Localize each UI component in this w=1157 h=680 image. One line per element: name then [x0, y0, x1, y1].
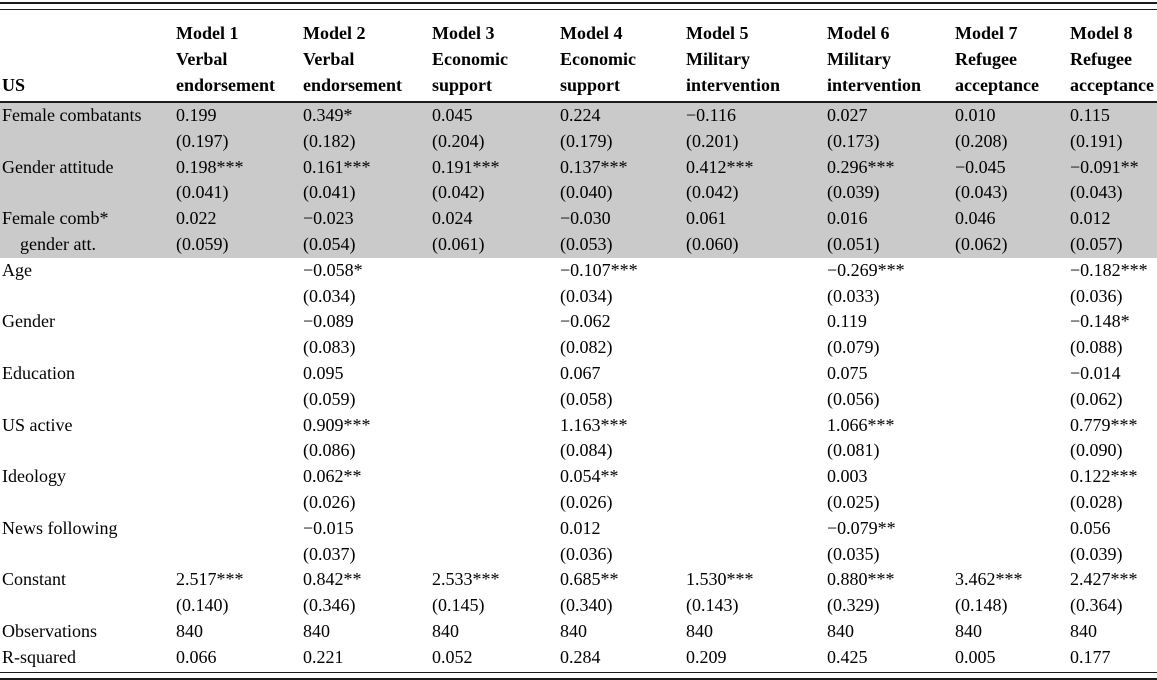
se-cell: (0.043) — [955, 180, 1070, 206]
se-cell: (0.081) — [827, 440, 880, 461]
coef-cell: 0.062** — [303, 466, 362, 487]
se-cell: (0.191) — [1070, 129, 1157, 155]
se-cell — [176, 284, 303, 310]
coef-cell: 0.349* — [303, 102, 432, 129]
coef-cell: −0.107*** — [560, 259, 638, 280]
table-row — [0, 619, 1157, 645]
coef-cell — [686, 309, 827, 335]
row-sublabel — [0, 387, 176, 413]
outcome-line1: Verbal — [176, 49, 228, 69]
table-row-se — [0, 232, 1157, 258]
se-cell: (0.051) — [827, 232, 955, 258]
table-row-se — [0, 542, 1157, 568]
se-cell: (0.083) — [303, 337, 356, 358]
se-cell — [432, 284, 560, 310]
coef-cell: −0.091** — [1070, 155, 1157, 181]
coef-cell: 0.880*** — [827, 569, 895, 590]
table-row-se — [0, 335, 1157, 361]
se-cell: (0.340) — [560, 595, 613, 616]
se-cell: (0.364) — [1070, 595, 1123, 616]
column-header-model-2 — [303, 10, 432, 102]
se-cell: (0.034) — [560, 285, 613, 306]
coef-cell: 1.163*** — [560, 414, 628, 435]
coef-cell — [955, 309, 1070, 335]
coef-cell: 0.909*** — [303, 414, 371, 435]
column-header-model-4 — [560, 10, 686, 102]
se-cell — [955, 284, 1070, 310]
se-cell — [176, 438, 303, 464]
outcome-line1: Refugee — [1070, 49, 1132, 69]
row-label: Gender attitude — [0, 155, 176, 181]
se-cell: (0.197) — [176, 129, 303, 155]
column-header-model-7 — [955, 10, 1070, 102]
table-row — [0, 464, 1157, 490]
row-sublabel — [0, 180, 176, 206]
se-cell: (0.062) — [1070, 388, 1123, 409]
coef-cell: 2.427*** — [1070, 569, 1138, 590]
se-cell: (0.148) — [955, 595, 1008, 616]
row-label: Constant — [2, 569, 67, 590]
coef-cell: 0.177 — [1070, 646, 1111, 667]
coef-cell: 0.119 — [827, 311, 867, 332]
se-cell — [176, 335, 303, 361]
row-label: US active — [2, 414, 73, 435]
coef-cell — [176, 516, 303, 542]
coef-cell: 0.224 — [560, 102, 686, 129]
table-row-se — [0, 284, 1157, 310]
se-cell: (0.041) — [303, 180, 432, 206]
coef-cell — [686, 413, 827, 439]
row-sublabel — [0, 438, 176, 464]
outcome-line2: intervention — [686, 75, 780, 95]
column-header-model-6 — [827, 10, 955, 102]
table-row — [0, 413, 1157, 439]
coef-cell — [176, 361, 303, 387]
table-header-row — [0, 10, 1157, 102]
coef-cell: 0.284 — [560, 646, 601, 667]
row-label: Observations — [2, 620, 97, 641]
coef-cell: 840 — [560, 620, 587, 641]
outcome-line2: endorsement — [176, 75, 275, 95]
se-cell: (0.056) — [827, 388, 880, 409]
se-cell — [432, 387, 560, 413]
se-cell: (0.059) — [176, 232, 303, 258]
se-cell — [686, 542, 827, 568]
outcome-line2: acceptance — [1070, 75, 1154, 95]
coef-cell: 0.061 — [686, 206, 827, 232]
se-cell: (0.057) — [1070, 232, 1157, 258]
outcome-line2: support — [560, 75, 621, 95]
coef-cell: 0.115 — [1070, 102, 1157, 129]
se-cell: (0.034) — [303, 285, 356, 306]
se-cell — [432, 438, 560, 464]
se-cell: (0.028) — [1070, 491, 1123, 512]
coef-cell: −0.089 — [303, 311, 354, 332]
coef-cell — [432, 464, 560, 490]
coef-cell — [432, 258, 560, 284]
se-cell: (0.179) — [560, 129, 686, 155]
coef-cell: −0.014 — [1070, 362, 1121, 383]
table-row — [0, 206, 1157, 232]
coef-cell: −0.023 — [303, 206, 432, 232]
se-cell: (0.173) — [827, 129, 955, 155]
coef-cell: 0.054** — [560, 466, 619, 487]
se-cell: (0.053) — [560, 232, 686, 258]
coef-cell: 1.530*** — [686, 569, 754, 590]
coef-cell: 0.296*** — [827, 155, 955, 181]
table-row-se — [0, 387, 1157, 413]
coef-cell: 0.067 — [560, 362, 601, 383]
se-cell — [176, 387, 303, 413]
coef-cell: 0.122*** — [1070, 466, 1138, 487]
se-cell: (0.329) — [827, 595, 880, 616]
row-label: Age — [2, 259, 32, 280]
se-cell: (0.054) — [303, 232, 432, 258]
coef-cell: −0.079** — [827, 517, 896, 538]
model-name: Model 5 — [686, 23, 749, 43]
table-row — [0, 102, 1157, 129]
column-header-model-1 — [176, 10, 303, 102]
coef-cell: 2.517*** — [176, 569, 244, 590]
outcome-line1: Military — [686, 49, 750, 69]
se-cell: (0.082) — [560, 337, 613, 358]
row-label: Education — [2, 362, 75, 383]
outcome-line1: Verbal — [303, 49, 355, 69]
coef-cell — [432, 361, 560, 387]
se-cell: (0.035) — [827, 543, 880, 564]
se-cell: (0.145) — [432, 595, 485, 616]
coef-cell: 840 — [686, 620, 713, 641]
coef-cell: 0.221 — [303, 646, 344, 667]
se-cell: (0.140) — [176, 595, 229, 616]
coef-cell: 0.209 — [686, 646, 727, 667]
coef-cell: −0.182*** — [1070, 259, 1148, 280]
coef-cell: −0.269*** — [827, 259, 905, 280]
coef-cell — [176, 464, 303, 490]
coef-cell: 0.056 — [1070, 517, 1111, 538]
coef-cell: −0.062 — [560, 311, 611, 332]
coef-cell: −0.045 — [955, 155, 1070, 181]
row-sublabel — [0, 593, 176, 619]
model-name: Model 6 — [827, 23, 890, 43]
table-row-se — [0, 438, 1157, 464]
coef-cell: 0.045 — [432, 102, 560, 129]
coef-cell: 0.199 — [176, 102, 303, 129]
bottom-double-rule — [0, 672, 1157, 680]
coef-cell: −0.058* — [303, 259, 363, 280]
table-row-se — [0, 129, 1157, 155]
table-row — [0, 258, 1157, 284]
row-label: Female comb* — [0, 206, 176, 232]
table-row-se — [0, 180, 1157, 206]
se-cell — [176, 490, 303, 516]
coef-cell: 0.685** — [560, 569, 619, 590]
se-cell: (0.182) — [303, 129, 432, 155]
coef-cell: 0.003 — [827, 466, 868, 487]
outcome-line1: Military — [827, 49, 891, 69]
top-double-rule — [0, 2, 1157, 10]
se-cell: (0.039) — [827, 180, 955, 206]
coef-cell: 0.137*** — [560, 155, 686, 181]
outcome-line1: Economic — [432, 49, 508, 69]
outcome-line2: intervention — [827, 75, 921, 95]
row-sublabel: gender att. — [0, 232, 176, 258]
se-cell — [176, 542, 303, 568]
se-cell: (0.043) — [1070, 180, 1157, 206]
coef-cell — [686, 516, 827, 542]
se-cell — [955, 335, 1070, 361]
se-cell: (0.058) — [560, 388, 613, 409]
se-cell: (0.346) — [303, 595, 356, 616]
se-cell: (0.086) — [303, 440, 356, 461]
table-row — [0, 155, 1157, 181]
outcome-line2: support — [432, 75, 493, 95]
table-row — [0, 567, 1157, 593]
se-cell: (0.143) — [686, 595, 739, 616]
outcome-line1: Refugee — [955, 49, 1017, 69]
se-cell: (0.033) — [827, 285, 880, 306]
coef-cell — [176, 309, 303, 335]
coef-cell: 0.191*** — [432, 155, 560, 181]
coef-cell — [686, 464, 827, 490]
coef-cell: −0.030 — [560, 206, 686, 232]
coef-cell: 0.842** — [303, 569, 362, 590]
se-cell: (0.079) — [827, 337, 880, 358]
coef-cell: 0.046 — [955, 206, 1070, 232]
coef-cell: 0.095 — [303, 362, 344, 383]
table-row — [0, 361, 1157, 387]
coef-cell: 840 — [432, 620, 459, 641]
column-header-model-8 — [1070, 10, 1157, 102]
se-cell — [432, 542, 560, 568]
se-cell: (0.088) — [1070, 337, 1123, 358]
coef-cell: 840 — [176, 620, 203, 641]
se-cell: (0.090) — [1070, 440, 1123, 461]
coef-cell: 0.027 — [827, 102, 955, 129]
row-label: Gender — [2, 311, 55, 332]
se-cell: (0.036) — [1070, 285, 1123, 306]
coef-cell — [432, 309, 560, 335]
se-cell: (0.026) — [560, 491, 613, 512]
coef-cell: 0.024 — [432, 206, 560, 232]
coef-cell: 0.075 — [827, 362, 868, 383]
column-header-model-3 — [432, 10, 560, 102]
model-name: Model 4 — [560, 23, 623, 43]
coef-cell: 0.161*** — [303, 155, 432, 181]
row-label: R-squared — [2, 646, 76, 667]
se-cell: (0.059) — [303, 388, 356, 409]
model-name: Model 3 — [432, 23, 495, 43]
coef-cell: 0.010 — [955, 102, 1070, 129]
se-cell: (0.208) — [955, 129, 1070, 155]
coef-cell — [955, 258, 1070, 284]
se-cell: (0.041) — [176, 180, 303, 206]
se-cell — [955, 490, 1070, 516]
row-sublabel — [0, 335, 176, 361]
se-cell — [686, 490, 827, 516]
table-row-se — [0, 593, 1157, 619]
row-label: News following — [2, 517, 118, 538]
se-cell: (0.025) — [827, 491, 880, 512]
coef-cell — [432, 516, 560, 542]
coef-cell: 840 — [827, 620, 854, 641]
model-name: Model 8 — [1070, 23, 1133, 43]
coef-cell — [955, 464, 1070, 490]
se-cell — [686, 335, 827, 361]
se-cell: (0.062) — [955, 232, 1070, 258]
outcome-line2: acceptance — [955, 75, 1039, 95]
se-cell — [955, 387, 1070, 413]
coef-cell — [176, 413, 303, 439]
se-cell: (0.060) — [686, 232, 827, 258]
coef-cell — [955, 413, 1070, 439]
coef-cell: 3.462*** — [955, 569, 1023, 590]
coef-cell: 0.066 — [176, 646, 217, 667]
model-name: Model 2 — [303, 23, 366, 43]
coef-cell: 0.005 — [955, 646, 996, 667]
coef-cell: 0.412*** — [686, 155, 827, 181]
se-cell — [432, 490, 560, 516]
regression-table — [0, 10, 1157, 671]
coef-cell: 0.012 — [560, 517, 601, 538]
se-cell — [686, 387, 827, 413]
se-cell: (0.036) — [560, 543, 613, 564]
se-cell — [686, 284, 827, 310]
se-cell: (0.037) — [303, 543, 356, 564]
se-cell: (0.204) — [432, 129, 560, 155]
coef-cell: 1.066*** — [827, 414, 895, 435]
se-cell — [686, 438, 827, 464]
coef-cell: 0.198*** — [176, 155, 303, 181]
model-name: Model 1 — [176, 23, 239, 43]
se-cell — [955, 542, 1070, 568]
se-cell: (0.026) — [303, 491, 356, 512]
se-cell: (0.084) — [560, 440, 613, 461]
column-header-model-5 — [686, 10, 827, 102]
coef-cell: 0.779*** — [1070, 414, 1138, 435]
table-row — [0, 516, 1157, 542]
se-cell: (0.042) — [432, 180, 560, 206]
se-cell — [955, 438, 1070, 464]
se-cell: (0.061) — [432, 232, 560, 258]
coef-cell — [686, 361, 827, 387]
outcome-line2: endorsement — [303, 75, 402, 95]
coef-cell: −0.148* — [1070, 311, 1130, 332]
coef-cell: −0.116 — [686, 102, 827, 129]
row-sublabel — [0, 129, 176, 155]
row-label: Ideology — [2, 466, 66, 487]
coef-cell: 840 — [955, 620, 982, 641]
coef-cell: 840 — [1070, 620, 1097, 641]
se-cell: (0.042) — [686, 180, 827, 206]
row-label: Female combatants — [0, 102, 176, 129]
table-row — [0, 645, 1157, 671]
se-cell — [432, 335, 560, 361]
corner-label: US — [0, 10, 176, 102]
se-cell: (0.039) — [1070, 543, 1123, 564]
coef-cell — [955, 516, 1070, 542]
coef-cell — [432, 413, 560, 439]
table-body — [0, 102, 1157, 671]
coef-cell: 840 — [303, 620, 330, 641]
coef-cell: 0.012 — [1070, 206, 1157, 232]
row-sublabel — [0, 284, 176, 310]
coef-cell: 0.052 — [432, 646, 473, 667]
table-row — [0, 309, 1157, 335]
outcome-line1: Economic — [560, 49, 636, 69]
coef-cell: −0.015 — [303, 517, 354, 538]
coef-cell: 2.533*** — [432, 569, 500, 590]
row-sublabel — [0, 542, 176, 568]
coef-cell — [686, 258, 827, 284]
coef-cell: 0.022 — [176, 206, 303, 232]
table-row-se — [0, 490, 1157, 516]
row-sublabel — [0, 490, 176, 516]
coef-cell: 0.016 — [827, 206, 955, 232]
se-cell: (0.040) — [560, 180, 686, 206]
coef-cell — [176, 258, 303, 284]
coef-cell — [955, 361, 1070, 387]
se-cell: (0.201) — [686, 129, 827, 155]
coef-cell: 0.425 — [827, 646, 868, 667]
model-name: Model 7 — [955, 23, 1018, 43]
